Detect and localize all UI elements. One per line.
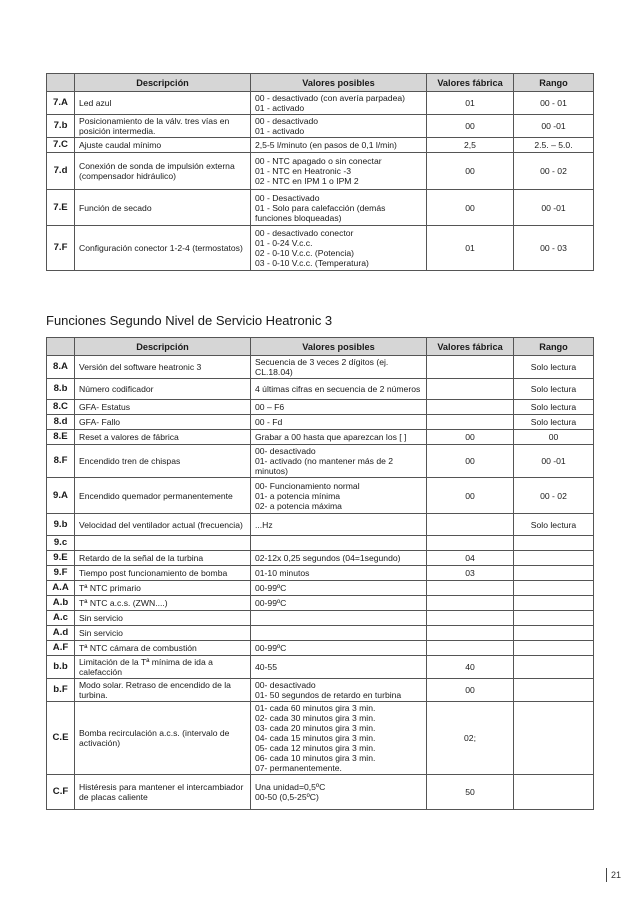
- cell-descripcion: Retardo de la señal de la turbina: [75, 551, 251, 566]
- cell-descripcion: Tª NTC primario: [75, 581, 251, 596]
- cell-code: 9.F: [47, 566, 75, 581]
- cell-descripcion: Posicionamiento de la válv. tres vías en posición intermedia.: [75, 115, 251, 138]
- cell-valores-posibles: 4 últimas cifras en secuencia de 2 números: [251, 379, 427, 400]
- cell-valor-fabrica: [427, 356, 514, 379]
- table-row: [47, 226, 594, 271]
- table-row: [47, 566, 594, 581]
- cell-code: C.E: [47, 702, 75, 775]
- cell-valor-fabrica: [427, 581, 514, 596]
- cell-valor-fabrica: [427, 400, 514, 415]
- cell-valores-posibles: 00 - desactivado 01 - activado: [251, 115, 427, 138]
- cell-descripcion: Encendido quemador permanentemente: [75, 478, 251, 514]
- cell-code: 8.E: [47, 430, 75, 445]
- cell-valor-fabrica: [427, 626, 514, 641]
- cell-rango: Solo lectura: [514, 379, 594, 400]
- cell-rango: [514, 596, 594, 611]
- table-row: [47, 536, 594, 551]
- table-header-row: [47, 74, 594, 92]
- cell-code: b.b: [47, 656, 75, 679]
- cell-valores-posibles: Una unidad=0,5ºC 00-50 (0,5-25ºC): [251, 775, 427, 810]
- table-row: [47, 153, 594, 190]
- table-nivel-servicio-7: [46, 73, 594, 271]
- cell-descripcion: Número codificador: [75, 379, 251, 400]
- cell-descripcion: Ajuste caudal mínimo: [75, 138, 251, 153]
- cell-descripcion: Limitación de la Tª mínima de ida a calefacción: [75, 656, 251, 679]
- header-descripcion: Descripción: [75, 338, 251, 356]
- cell-rango: 00 - 02: [514, 153, 594, 190]
- cell-code: 7.C: [47, 138, 75, 153]
- cell-valor-fabrica: 01: [427, 92, 514, 115]
- page-number: 21: [611, 870, 622, 880]
- page-number-divider: [606, 868, 607, 882]
- cell-descripcion: Tiempo post funcionamiento de bomba: [75, 566, 251, 581]
- cell-rango: [514, 702, 594, 775]
- header-valores-fabrica: Valores fábrica: [427, 338, 514, 356]
- table-row: [47, 400, 594, 415]
- cell-code: 7.E: [47, 190, 75, 226]
- cell-code: 8.b: [47, 379, 75, 400]
- table-row: [47, 478, 594, 514]
- cell-valores-posibles: [251, 626, 427, 641]
- cell-valores-posibles: 00 – F6: [251, 400, 427, 415]
- cell-descripcion: GFA- Fallo: [75, 415, 251, 430]
- cell-rango: 00 - 02: [514, 478, 594, 514]
- table-row: [47, 138, 594, 153]
- cell-rango: [514, 581, 594, 596]
- cell-code: 8.d: [47, 415, 75, 430]
- table-row: [47, 115, 594, 138]
- cell-code: A.A: [47, 581, 75, 596]
- table-row: [47, 379, 594, 400]
- table-header-row: [47, 338, 594, 356]
- cell-valor-fabrica: [427, 415, 514, 430]
- cell-valor-fabrica: [427, 611, 514, 626]
- cell-descripcion: Tª NTC a.c.s. (ZWN....): [75, 596, 251, 611]
- table-row: [47, 775, 594, 810]
- cell-descripcion: Sin servicio: [75, 611, 251, 626]
- header-valores-posibles: Valores posibles: [251, 74, 427, 92]
- cell-descripcion: Bomba recirculación a.c.s. (intervalo de activación): [75, 702, 251, 775]
- cell-descripcion: Conexión de sonda de impulsión externa (compensador hidráulico): [75, 153, 251, 190]
- cell-descripcion: Función de secado: [75, 190, 251, 226]
- cell-valor-fabrica: [427, 596, 514, 611]
- cell-valor-fabrica: 2,5: [427, 138, 514, 153]
- cell-valor-fabrica: 02;: [427, 702, 514, 775]
- table-row: [47, 356, 594, 379]
- cell-valor-fabrica: 40: [427, 656, 514, 679]
- table-row: [47, 626, 594, 641]
- table1-body: [47, 92, 594, 271]
- cell-valores-posibles: 01- cada 60 minutos gira 3 min. 02- cada 30 minutos gira 3 min. 03- cada 20 minutos gira 3 min. 04- cada 15 minutos gira 3 min. 05- cada 12 minutos gira 3 min. 06- cada 10 minutos gira 3 min. 07- permanentemente.: [251, 702, 427, 775]
- cell-descripcion: Velocidad del ventilador actual (frecuencia): [75, 514, 251, 536]
- cell-descripcion: Histéresis para mantener el intercambiador de placas caliente: [75, 775, 251, 810]
- cell-rango: [514, 626, 594, 641]
- cell-rango: Solo lectura: [514, 514, 594, 536]
- header-rango: Rango: [514, 74, 594, 92]
- cell-rango: 00 -01: [514, 445, 594, 478]
- cell-descripcion: Tª NTC cámara de combustión: [75, 641, 251, 656]
- cell-valor-fabrica: 00: [427, 153, 514, 190]
- cell-valores-posibles: 00- desactivado 01- 50 segundos de retardo en turbina: [251, 679, 427, 702]
- table-row: [47, 430, 594, 445]
- cell-valores-posibles: Secuencia de 3 veces 2 dígitos (ej. CL.18.04): [251, 356, 427, 379]
- cell-code: A.b: [47, 596, 75, 611]
- cell-rango: Solo lectura: [514, 400, 594, 415]
- table-segundo-nivel-servicio: [46, 337, 594, 810]
- cell-rango: 2.5. – 5.0.: [514, 138, 594, 153]
- cell-valor-fabrica: 00: [427, 478, 514, 514]
- cell-valor-fabrica: 01: [427, 226, 514, 271]
- cell-valor-fabrica: [427, 379, 514, 400]
- cell-descripcion: Configuración conector 1-2-4 (termostatos): [75, 226, 251, 271]
- cell-valores-posibles: 02-12x 0,25 segundos (04=1segundo): [251, 551, 427, 566]
- cell-code: 9.b: [47, 514, 75, 536]
- cell-rango: 00 -01: [514, 115, 594, 138]
- cell-valor-fabrica: [427, 514, 514, 536]
- cell-valor-fabrica: 03: [427, 566, 514, 581]
- cell-descripcion: Led azul: [75, 92, 251, 115]
- cell-rango: 00 - 03: [514, 226, 594, 271]
- cell-code: C.F: [47, 775, 75, 810]
- cell-valor-fabrica: 00: [427, 679, 514, 702]
- cell-descripcion: GFA- Estatus: [75, 400, 251, 415]
- table-row: [47, 596, 594, 611]
- table-row: [47, 551, 594, 566]
- cell-valores-posibles: 00-99ºC: [251, 581, 427, 596]
- cell-rango: [514, 536, 594, 551]
- header-valores-posibles: Valores posibles: [251, 338, 427, 356]
- cell-code: 9.E: [47, 551, 75, 566]
- header-valores-fabrica: Valores fábrica: [427, 74, 514, 92]
- cell-rango: 00: [514, 430, 594, 445]
- cell-code: 9.A: [47, 478, 75, 514]
- table-row: [47, 679, 594, 702]
- table-row: [47, 702, 594, 775]
- cell-code: 7.F: [47, 226, 75, 271]
- cell-code: A.c: [47, 611, 75, 626]
- cell-rango: [514, 656, 594, 679]
- cell-code: 7.d: [47, 153, 75, 190]
- cell-descripcion: [75, 536, 251, 551]
- cell-valores-posibles: 40-55: [251, 656, 427, 679]
- cell-code: b.F: [47, 679, 75, 702]
- cell-rango: [514, 566, 594, 581]
- cell-descripcion: Modo solar. Retraso de encendido de la turbina.: [75, 679, 251, 702]
- table-row: [47, 415, 594, 430]
- cell-valores-posibles: 00 - desactivado conector 01 - 0-24 V.c.c. 02 - 0-10 V.c.c. (Potencia) 03 - 0-10 V.c.c. (Temperatura): [251, 226, 427, 271]
- cell-code: 7.b: [47, 115, 75, 138]
- cell-rango: [514, 551, 594, 566]
- cell-valor-fabrica: 00: [427, 430, 514, 445]
- cell-valores-posibles: 00 - NTC apagado o sin conectar 01 - NTC en Heatronic -3 02 - NTC en IPM 1 o IPM 2: [251, 153, 427, 190]
- table-row: [47, 92, 594, 115]
- cell-valores-posibles: ...Hz: [251, 514, 427, 536]
- header-codigo: [47, 338, 75, 356]
- cell-valor-fabrica: 00: [427, 115, 514, 138]
- header-descripcion: Descripción: [75, 74, 251, 92]
- cell-code: 7.A: [47, 92, 75, 115]
- cell-descripcion: Versión del software heatronic 3: [75, 356, 251, 379]
- table-row: [47, 581, 594, 596]
- cell-descripcion: Sin servicio: [75, 626, 251, 641]
- cell-rango: [514, 611, 594, 626]
- cell-valor-fabrica: 00: [427, 445, 514, 478]
- cell-valores-posibles: 00- Funcionamiento normal 01- a potencia mínima 02- a potencia máxima: [251, 478, 427, 514]
- cell-rango: Solo lectura: [514, 415, 594, 430]
- cell-rango: [514, 679, 594, 702]
- cell-rango: Solo lectura: [514, 356, 594, 379]
- cell-valores-posibles: 00- desactivado 01- activado (no mantener más de 2 minutos): [251, 445, 427, 478]
- cell-valores-posibles: 01-10 minutos: [251, 566, 427, 581]
- header-rango: Rango: [514, 338, 594, 356]
- cell-valores-posibles: 00-99ºC: [251, 596, 427, 611]
- cell-valor-fabrica: [427, 641, 514, 656]
- cell-rango: 00 - 01: [514, 92, 594, 115]
- cell-valores-posibles: Grabar a 00 hasta que aparezcan los [ ]: [251, 430, 427, 445]
- cell-code: A.d: [47, 626, 75, 641]
- cell-code: 8.F: [47, 445, 75, 478]
- table2-body: [47, 356, 594, 810]
- cell-rango: [514, 775, 594, 810]
- cell-code: 8.C: [47, 400, 75, 415]
- cell-code: 9.c: [47, 536, 75, 551]
- cell-code: 8.A: [47, 356, 75, 379]
- table-row: [47, 611, 594, 626]
- cell-rango: 00 -01: [514, 190, 594, 226]
- table-row: [47, 190, 594, 226]
- header-codigo: [47, 74, 75, 92]
- cell-valores-posibles: 00 - desactivado (con avería parpadea) 01 - activado: [251, 92, 427, 115]
- cell-valores-posibles: 2,5-5 l/minuto (en pasos de 0,1 l/min): [251, 138, 427, 153]
- cell-valores-posibles: 00 - Desactivado 01 - Solo para calefacción (demás funciones bloqueadas): [251, 190, 427, 226]
- cell-code: A.F: [47, 641, 75, 656]
- table-row: [47, 514, 594, 536]
- cell-valor-fabrica: 00: [427, 190, 514, 226]
- cell-valor-fabrica: [427, 536, 514, 551]
- cell-valores-posibles: 00-99ºC: [251, 641, 427, 656]
- cell-descripcion: Reset a valores de fábrica: [75, 430, 251, 445]
- cell-valores-posibles: [251, 611, 427, 626]
- section-title: Funciones Segundo Nivel de Servicio Heatronic 3: [46, 313, 333, 328]
- cell-valor-fabrica: 04: [427, 551, 514, 566]
- cell-valor-fabrica: 50: [427, 775, 514, 810]
- table-row: [47, 641, 594, 656]
- table-row: [47, 656, 594, 679]
- cell-valores-posibles: [251, 536, 427, 551]
- cell-descripcion: Encendido tren de chispas: [75, 445, 251, 478]
- cell-valores-posibles: 00 - Fd: [251, 415, 427, 430]
- cell-rango: [514, 641, 594, 656]
- table-row: [47, 445, 594, 478]
